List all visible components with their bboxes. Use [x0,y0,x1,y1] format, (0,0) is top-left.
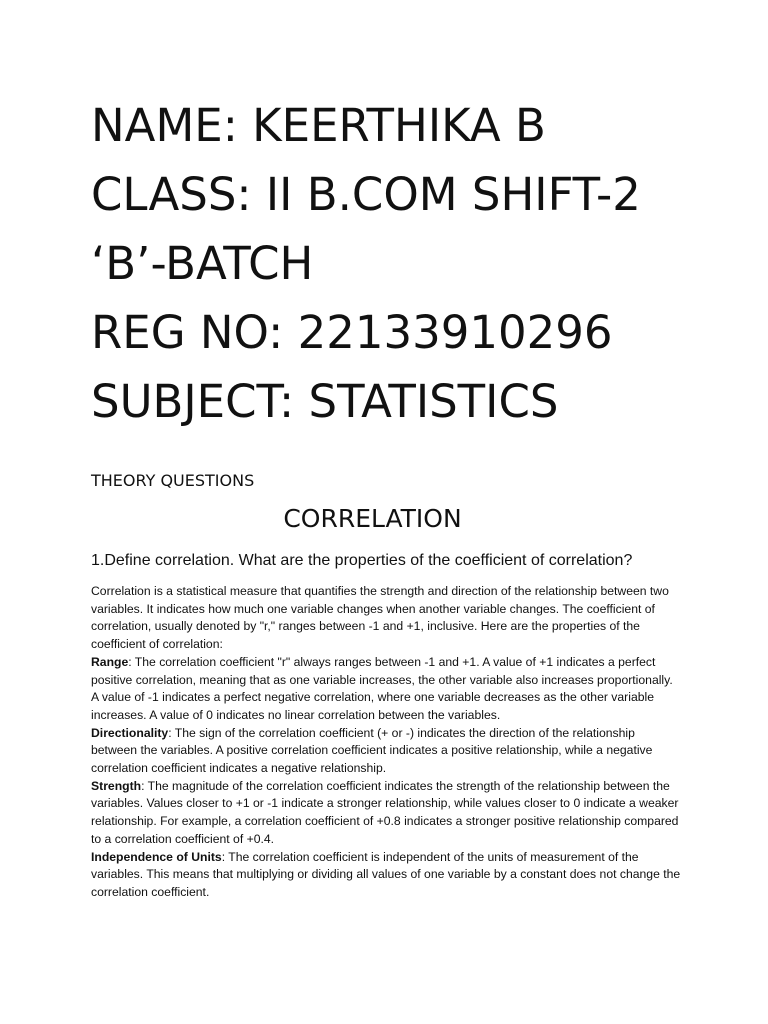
property-strength [91,778,681,849]
property-term: Directionality [91,725,169,740]
property-description: : The correlation coefficient "r" always ranges between -1 and +1. A value of +1 indicates a perfect positive correlation, meaning that as one variable increases, the other variable also increases proportionally. A value of -1 indicates a perfect negative correlation, where one variable decreases as the other variable increases. A value of 0 indicates no linear correlation between the variables. [91,654,673,722]
student-reg-no: REG NO: 22133910296 [91,306,613,359]
topic-title: CORRELATION [283,504,462,533]
student-header [91,91,731,436]
property-term: Strength [91,778,142,793]
student-batch: ‘B’-BATCH [91,237,314,290]
question-text: 1.Define correlation. What are the properties of the coefficient of correlation? [91,552,633,569]
property-description: : The sign of the correlation coefficient (+ or -) indicates the direction of the relationship between the variables. A positive correlation coefficient indicates a positive relationship, while a negative correlation coefficient indicates a negative relationship. [91,725,653,776]
student-class: CLASS: II B.COM SHIFT-2 [91,168,641,221]
property-description: : The correlation coefficient is independent of the units of measurement of the variables. This means that multiplying or dividing all values of one variable by a constant does not change the correlation coefficient. [91,849,681,899]
property-description: : The magnitude of the correlation coefficient indicates the strength of the relationship between the variables. Values closer to +1 or -1 indicate a stronger relationship, while values closer to 0 indicate a weaker relationship. For example, a correlation coefficient of +0.8 indicates a stronger positive relationship compared to a correlation coefficient of +0.4. [91,778,679,846]
property-term: Independence of Units [91,849,222,864]
property-directionality [91,725,681,778]
student-subject: SUBJECT: STATISTICS [91,375,559,428]
section-label: THEORY QUESTIONS [91,471,255,490]
answer-body [91,583,681,902]
property-term: Range [91,654,129,669]
answer-intro: Correlation is a statistical measure that quantifies the strength and direction of the relationship between two variables. It indicates how much one variable changes when another variable changes. The coefficient of correlation, usually denoted by "r," ranges between -1 and +1, inclusive. Here are the properties of the coefficient of correlation: [91,584,669,652]
property-independence-of-units [91,849,681,902]
student-name: NAME: KEERTHIKA B [91,99,546,152]
property-range [91,654,681,725]
